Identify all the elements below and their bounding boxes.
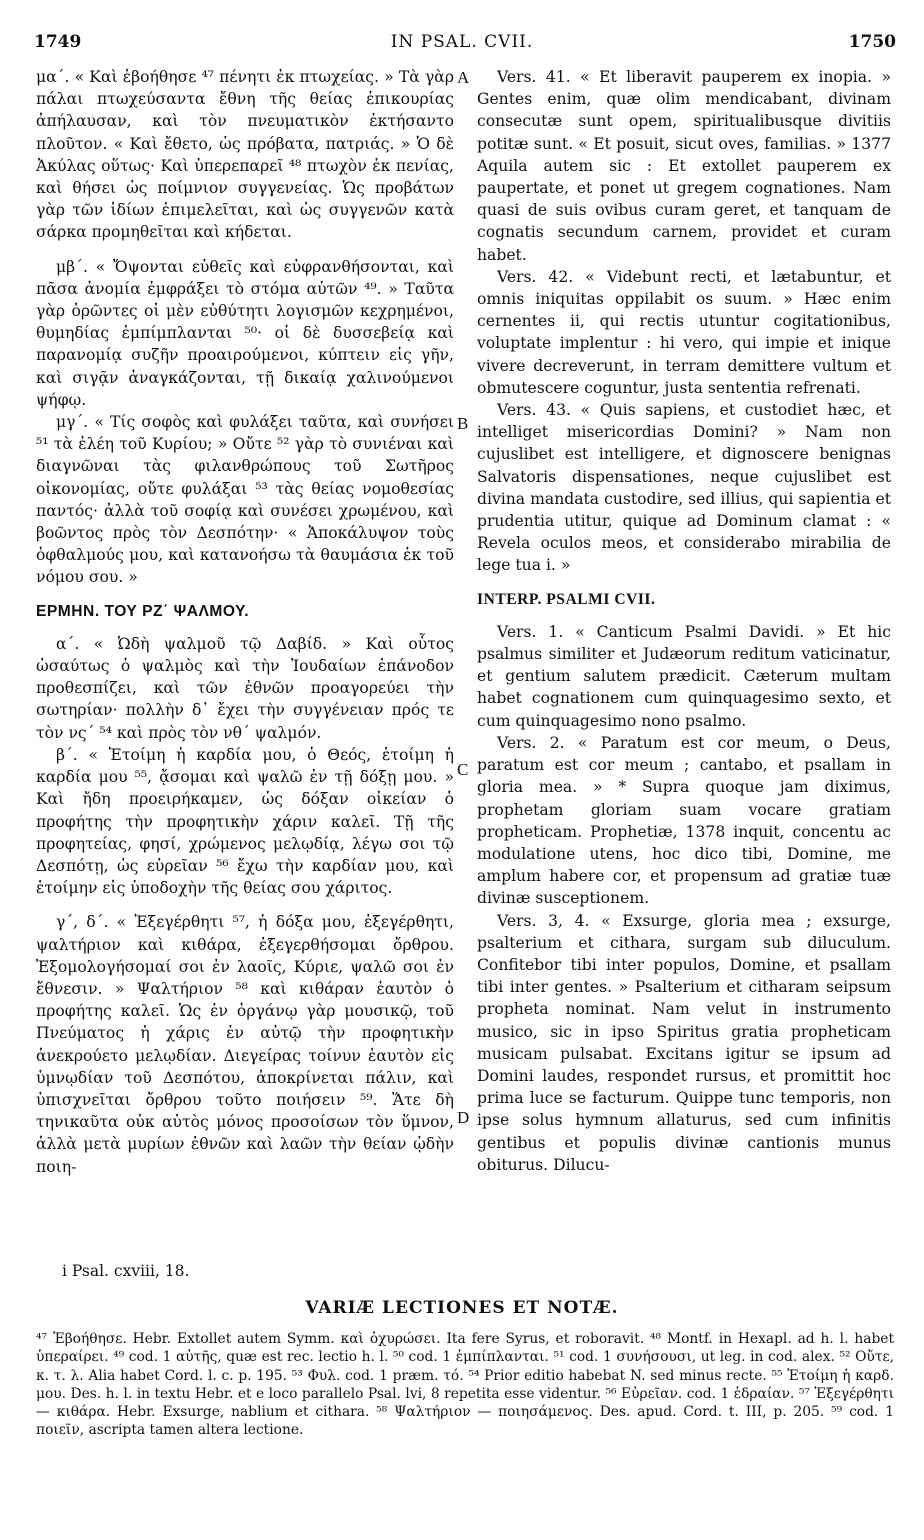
latin-paragraph-v1: Vers. 1. « Canticum Psalmi Davidi. » Et hic psalmus similiter et Judæorum reditum vaticinatur, et gentium salutem prædicit. Cæterum multam habet cognationem cum quinquagesimo sexto, et cum quinquagesimo nono psalmo. [477,622,891,730]
margin-letter-a: A [457,68,470,87]
margin-letter-c: C [457,760,469,779]
greek-paragraph-41: μα΄. « Καὶ ἐβοήθησε ⁴⁷ πένητι ἐκ πτωχείας. » Τὰ γὰρ πάλαι πτωχεύσαντα ἔθνη τῆς θείας ἐπικουρίας ἀπήλαυσαν, καὶ τὸν πνευματικὸν ἐκτήσαντο πλοῦτον. « Καὶ ἔθετο, ὡς πρόβατα, πατριάς. » Ὁ δὲ Ἀκύλας οὕτως· Καὶ ὑπερεπαρεῖ ⁴⁸ πτωχὸν ἐκ πενίας, καὶ θήσει ὡς ποίμνιον συγγενείας. Ὡς προβάτων γὰρ τῶν ἰδίων ἐπιμελεῖται, καὶ ὡς συγγενῶν κατὰ σάρκα προμηθεῖται καὶ κήδεται. [36,68,454,242]
greek-paragraph-v2: β΄. « Ἑτοίμη ἡ καρδία μου, ὁ Θεός, ἑτοίμη ἡ καρδία μου ⁵⁵, ᾄσομαι καὶ ψαλῶ ἐν τῇ δόξῃ μου. » Καὶ ἤδη προειρήκαμεν, ὡς δόξαν οἰκείαν ὁ προφήτης τὴν προφητικὴν χάριν καλεῖ. Τῇ τῆς προφητείας, φησί, χρώμενος μελῳδίᾳ, λέγω σοι τῷ Δεσπότῃ, ὡς εὑρεῖαν ⁵⁶ ἔχω τὴν καρδίαν μου, καὶ ἑτοίμην εἰς ὑποδοχὴν τῆς θείας σου χάριτος. [36,745,454,898]
scripture-footnote: i Psal. cxviii, 18. [62,1262,190,1280]
margin-letter-d: D [457,1108,470,1127]
page-header [0,32,924,58]
latin-section-title: INTERP. PSALMI CVII. [477,590,656,608]
margin-letter-b: B [457,414,469,433]
latin-column [477,66,891,1176]
greek-section-title: ΕΡΜΗΝ. ΤΟΥ ΡΖ΄ ΨΑΛΜΟΥ. [36,602,250,620]
page-number-right: 1750 [848,32,896,52]
greek-paragraph-v1: α΄. « Ὠδὴ ψαλμοῦ τῷ Δαβίδ. » Καὶ οὗτος ὡσαύτως ὁ ψαλμὸς καὶ τὴν Ἰουδαίων ἐπάνοδον προθεσπίζει, καὶ τῶν ἐθνῶν προαγορεύει τὴν σωτηρίαν· πολλὴν δ᾽ ἔχει τὴν συγγένειαν πρός τε τὸν νς΄ ⁵⁴ καὶ πρὸς τὸν νθ΄ ψαλμόν. [36,634,454,742]
greek-paragraph-42: μβ΄. « Ὄψονται εὐθεῖς καὶ εὐφρανθήσονται, καὶ πᾶσα ἀνομία ἐμφράξει τὸ στόμα αὐτῶν ⁴⁹. » Ταῦτα γὰρ ὁρῶντες οἱ μὲν εὐθύτητι λογισμῶν κεχρημένοι, θυμηδίας ἐμπίμπλανται ⁵⁰· οἱ δὲ δυσσεβείᾳ καὶ παρανομίᾳ συζῆν προαιρούμενοι, κύπτειν εἰς γῆν, καὶ σιγᾷν ἀναγκάζονται, τῇ δικαίᾳ χαλινούμενοι ψήφῳ. [36,257,454,409]
running-title: IN PSAL. CVII. [390,32,534,52]
greek-column [36,66,454,1178]
latin-paragraph-41: Vers. 41. « Et liberavit pauperem ex inopia. » Gentes enim, quæ olim mendicabant, divinam consecutæ sunt opem, spiritualibusque divitiis potitæ sunt. « Et posuit, sicut oves, familias. » 1377 Aquila autem sic : Et extollet pauperem ex paupertate, et ponet ut gregem cognationes. Nam quasi de suis ovibus curam geret, et tanquam de cognatis secundum carnem, providet et curam habet. [477,68,891,264]
latin-paragraph-42: Vers. 42. « Videbunt recti, et lætabuntur, et omnis iniquitas oppilabit os suum. » Hæc enim cernentes ii, qui rectis utuntur cogitationibus, voluptate implentur : hi vero, qui impie et inique vivere decreverunt, in terram demittere vultum et obmutescere coguntur, justa sententia refrenati. [477,267,891,397]
notes-text: ⁴⁷ Ἐβοήθησε. Hebr. Extollet autem Symm. καὶ ὀχυρώσει. Ita fere Syrus, et roboravit. ⁴⁸ Montf. in Hexapl. ad h. l. habet ὑπεραίρει. ⁴⁹ cod. 1 αὐτῆς, quæ est rec. lectio h. l. ⁵⁰ cod. 1 ἐμπίπλανται. ⁵¹ cod. 1 συνήσουσι, ut leg. in cod. alex. ⁵² Οὔτε, κ. τ. λ. Alia habet Cord. l. c. p. 195. ⁵³ Φυλ. cod. 1 præm. τό. ⁵⁴ Prior editio habebat N. sed minus recte. ⁵⁵ Ἑτοίμη ἡ καρδ. μου. Des. h. l. in textu Hebr. et e loco parallelo Psal. lvi, 8 repetita esse videntur. ⁵⁶ Εὐρεῖαν. cod. 1 ἑδραίαν. ⁵⁷ Ἐξεγέρθητι — κιθάρα. Hebr. Exsurge, nablium et cithara. ⁵⁸ Ψαλτήριον — ποιησάμενος. Des. apud. Cord. t. III, p. 205. ⁵⁹ cod. 1 ποιεῖν, ascripta tamen altera lectione. [36,1331,894,1439]
latin-paragraph-43: Vers. 43. « Quis sapiens, et custodiet hæc, et intelliget misericordias Domini? » Nam non cujuslibet est intelligere, et dignoscere benignas Salvatoris dispensationes, neque cujuslibet est divina mandata custodire, sed illius, qui sapientia et prudentia utitur, quique ad Dominum clamat : « Revela oculos meos, et considerabo mirabilia de lege tua i. » [477,401,891,575]
greek-paragraph-v3-4: γ΄, δ΄. « Ἐξεγέρθητι ⁵⁷, ἡ δόξα μου, ἐξεγέρθητι, ψαλτήριον καὶ κιθάρα, ἐξεγερθήσομαι ὄρθρου. Ἐξομολογήσομαί σοι ἐν λαοῖς, Κύριε, ψαλῶ σοι ἐν ἔθνεσιν. » Ψαλτήριον ⁵⁸ καὶ κιθάραν ἑαυτὸν ὁ προφήτης καλεῖ. Ὡς ἐν ὀργάνῳ γὰρ μουσικῷ, τοῦ Πνεύματος ἡ χάρις ἐν αὐτῷ τὴν προφητικὴν ἀνεκρούετο μελῳδίαν. Διεγείρας τοίνυν ἑαυτὸν εἰς ὑμνῳδίαν τοῦ Δεσπότου, ἀποκρίνεται πάλιν, καὶ ὑπισχνεῖται ὄρθρου τοῦτο ποιήσειν ⁵⁹. Ἅτε δὴ τηνικαῦτα οὐκ αὐτὸς μόνος προσοίσων τὸν ὕμνον, ἀλλὰ μετὰ μυρίων ἐθνῶν καὶ λαῶν τὴν θείαν ᾠδὴν ποιη- [36,913,454,1176]
page-number-left: 1749 [34,32,82,52]
latin-paragraph-v2: Vers. 2. « Paratum est cor meum, o Deus, paratum est cor meum ; cantabo, et psallam in gloria mea. » * Supra quoque jam diximus, prophetam gloriam suam vocare gratiam propheticam. Prophetiæ, 1378 inquit, concentu ac modulatione utens, hoc dico tibi, Domine, me amplum habere cor, et propensum ad gratiæ tuæ divinæ susceptionem. [477,733,891,908]
greek-paragraph-43: μγ΄. « Τίς σοφὸς καὶ φυλάξει ταῦτα, καὶ συνήσει ⁵¹ τὰ ἐλέη τοῦ Κυρίου; » Οὔτε ⁵² γὰρ τὸ συνιέναι καὶ διαγνῶναι τὰς φιλανθρώπους τοῦ Σωτῆρος οἰκονομίας, οὔτε φυλάξαι ⁵³ τὰς θείας νομοθεσίας παντός· ἀλλὰ τοῦ σοφίᾳ καὶ συνέσει χρωμένου, καὶ βοῶντος πρὸς τὸν Δεσπότην· « Ἀποκάλυψον τοὺς ὀφθαλμούς μου, καὶ κατανοήσω τὰ θαυμάσια ἐκ τοῦ νόμου σου. » [36,413,454,587]
latin-paragraph-v3-4: Vers. 3, 4. « Exsurge, gloria mea ; exsurge, psalterium et cithara, surgam sub diluculum. Confitebor tibi inter populos, Domine, et psallam tibi inter gentes. » Psalterium et citharam seipsum propheta nominat. Nam velut in instrumento musico, sic in ipso Spiritus gratia propheticam musicam pulsabat. Excitans igitur se ipsum ad Domini laudes, respondet rursus, et promittit hoc prima luce se facturum. Quippe tunc temporis, non ipse solus hymnum allaturus, sed cum infinitis gentibus et populis divinæ cantionis munus obiturus. Dilucu- [477,911,891,1174]
notes-title: VARIÆ LECTIONES ET NOTÆ. [305,1298,619,1318]
